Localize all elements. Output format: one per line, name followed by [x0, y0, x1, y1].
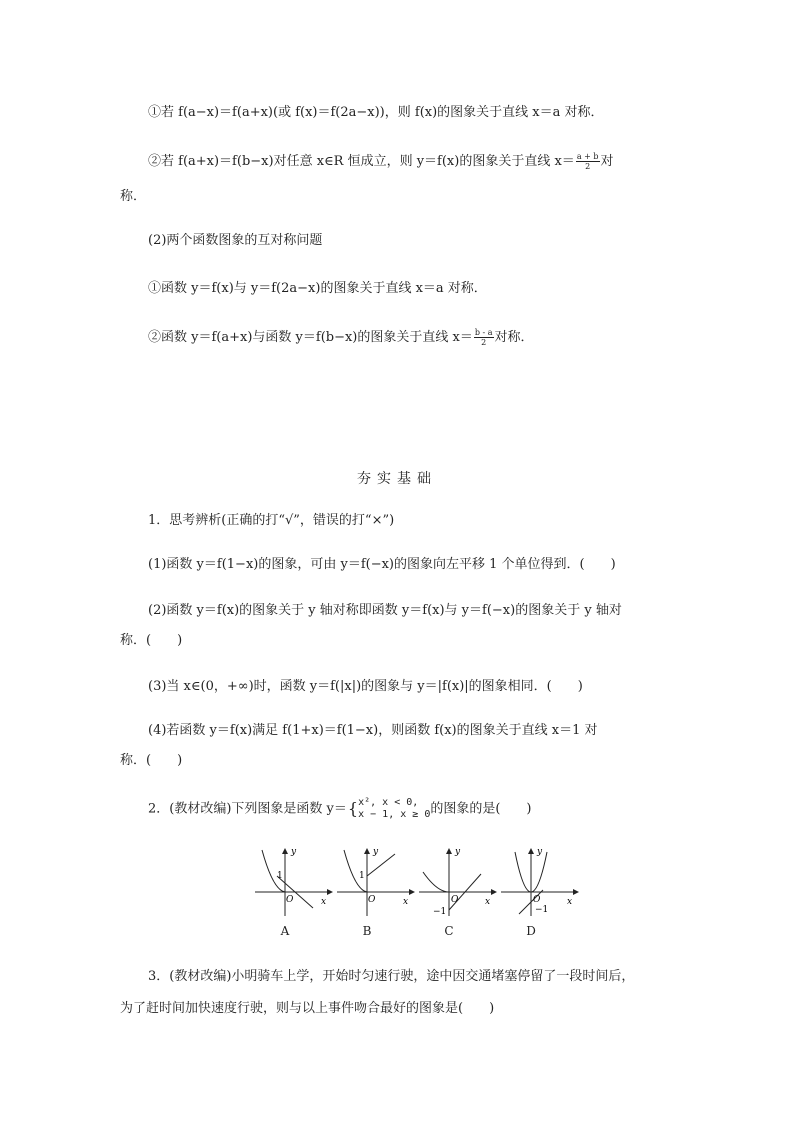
q1-title: 1．思考辨析(正确的打“√”，错误的打“×”) — [148, 513, 395, 528]
option-b-label: B — [362, 924, 372, 938]
q1-item-4-cont: 称．( ) — [120, 753, 183, 768]
option-a-label: A — [280, 924, 290, 938]
q1-item-1: (1)函数 y＝f(1−x)的图象，可由 y＝f(−x)的图象向左平移 1 个单位得到．( ) — [148, 557, 616, 572]
graph-c-plot — [419, 848, 499, 918]
mutual-item-1: ①函数 y＝f(x)与 y＝f(2a−x)的图象关于直线 x＝a 对称． — [148, 281, 487, 296]
mutual-item-2 — [148, 328, 534, 347]
graph-a-x-arrow — [327, 889, 333, 895]
graph-b-x-label: x — [403, 897, 409, 907]
graph-b-line — [367, 854, 395, 876]
mutual-item-2-tail: 对称． — [494, 330, 534, 345]
mutual-item-2-numerator: b - a — [474, 328, 493, 337]
mutual-item-2-fraction — [474, 328, 494, 347]
graph-option-d[interactable] — [501, 848, 581, 938]
graph-d-plot — [501, 848, 581, 918]
piecewise-case-1: x², x < 0, — [358, 797, 419, 808]
graph-d-x-label: x — [567, 897, 573, 907]
graph-d-origin: O — [533, 895, 541, 905]
rule-2-numerator: a + b — [576, 152, 599, 161]
mutual-item-2-denominator: 2 — [481, 338, 487, 347]
graph-b-y-arrow — [364, 848, 370, 854]
graph-d-y-arrow — [528, 848, 534, 854]
mutual-title: (2)两个函数图象的互对称问题 — [148, 233, 323, 248]
q1-item-4: (4)若函数 y＝f(x)满足 f(1+x)＝f(1−x)，则函数 f(x)的图象关于直线 x＝1 对 — [148, 723, 598, 738]
option-d-label: D — [526, 924, 536, 938]
piecewise-cases — [358, 797, 430, 821]
q3-line-1: 3．(教材改编)小明骑车上学，开始时匀速行驶，途中因交通堵塞停留了一段时间后， — [148, 969, 635, 984]
piecewise-brace: { — [347, 799, 359, 818]
mutual-item-2-text: ②函数 y＝f(a+x)与函数 y＝f(b−x)的图象关于直线 x＝ — [148, 330, 473, 345]
graph-c-x-label: x — [485, 897, 491, 907]
graph-c-curve — [423, 872, 449, 892]
graph-b-y-label: y — [373, 848, 379, 857]
graph-c-x-arrow — [491, 889, 497, 895]
graph-c-y-arrow — [446, 848, 452, 854]
graph-b-plot — [337, 848, 417, 918]
graph-a-plot — [255, 848, 335, 918]
graph-option-c[interactable] — [419, 848, 499, 938]
graph-c-tick: −1 — [433, 907, 447, 917]
graph-d-x-arrow — [573, 889, 579, 895]
graph-a-tick: 1 — [277, 871, 283, 881]
rule-2-text: ②若 f(a+x)＝f(b−x)对任意 x∈R 恒成立，则 y＝f(x)的图象关于直线 x＝ — [148, 154, 575, 169]
graph-a-origin: O — [286, 895, 294, 905]
graph-option-b[interactable] — [337, 848, 417, 938]
graph-a-y-label: y — [291, 848, 297, 857]
graph-a-x-label: x — [321, 897, 327, 907]
q1-item-2: (2)函数 y＝f(x)的图象关于 y 轴对称即函数 y＝f(x)与 y＝f(−x)的图象关于 y 轴对 — [148, 603, 622, 618]
q1-item-2-cont: 称．( ) — [120, 633, 183, 648]
option-c-label: C — [444, 924, 454, 938]
q2-tail: 的图象的是( ) — [430, 801, 532, 817]
graph-d-tick: −1 — [535, 905, 549, 915]
graph-c-y-label: y — [455, 848, 461, 857]
rule-2 — [148, 152, 614, 171]
rule-1: ①若 f(a−x)＝f(a+x)(或 f(x)＝f(2a−x))，则 f(x)的图象关于直线 x＝a 对称． — [148, 105, 604, 120]
q1-item-3: (3)当 x∈(0，+∞)时，函数 y＝f(|x|)的图象与 y＝|f(x)|的图象相同．( ) — [148, 679, 583, 694]
rule-2-denominator: 2 — [585, 162, 591, 171]
section-heading: 夯实基础 — [357, 471, 437, 487]
graph-b-tick: 1 — [359, 871, 365, 881]
rule-2-tail: 对 — [600, 154, 614, 169]
graph-b-x-arrow — [409, 889, 415, 895]
graph-a-y-arrow — [282, 848, 288, 854]
q2-text: 2．(教材改编)下列图象是函数 y＝ — [148, 801, 347, 817]
graph-option-a[interactable] — [255, 848, 335, 938]
graph-b-origin: O — [368, 895, 376, 905]
piecewise-case-2: x − 1, x ≥ 0 — [358, 809, 431, 820]
graph-d-y-label: y — [537, 848, 543, 857]
rule-2-fraction — [576, 152, 600, 171]
graph-c-origin: O — [451, 895, 459, 905]
q2-stem — [148, 796, 532, 823]
q3-line-2: 为了赶时间加快速度行驶，则与以上事件吻合最好的图象是( ) — [120, 1001, 495, 1016]
rule-2-continuation: 称． — [120, 189, 147, 204]
